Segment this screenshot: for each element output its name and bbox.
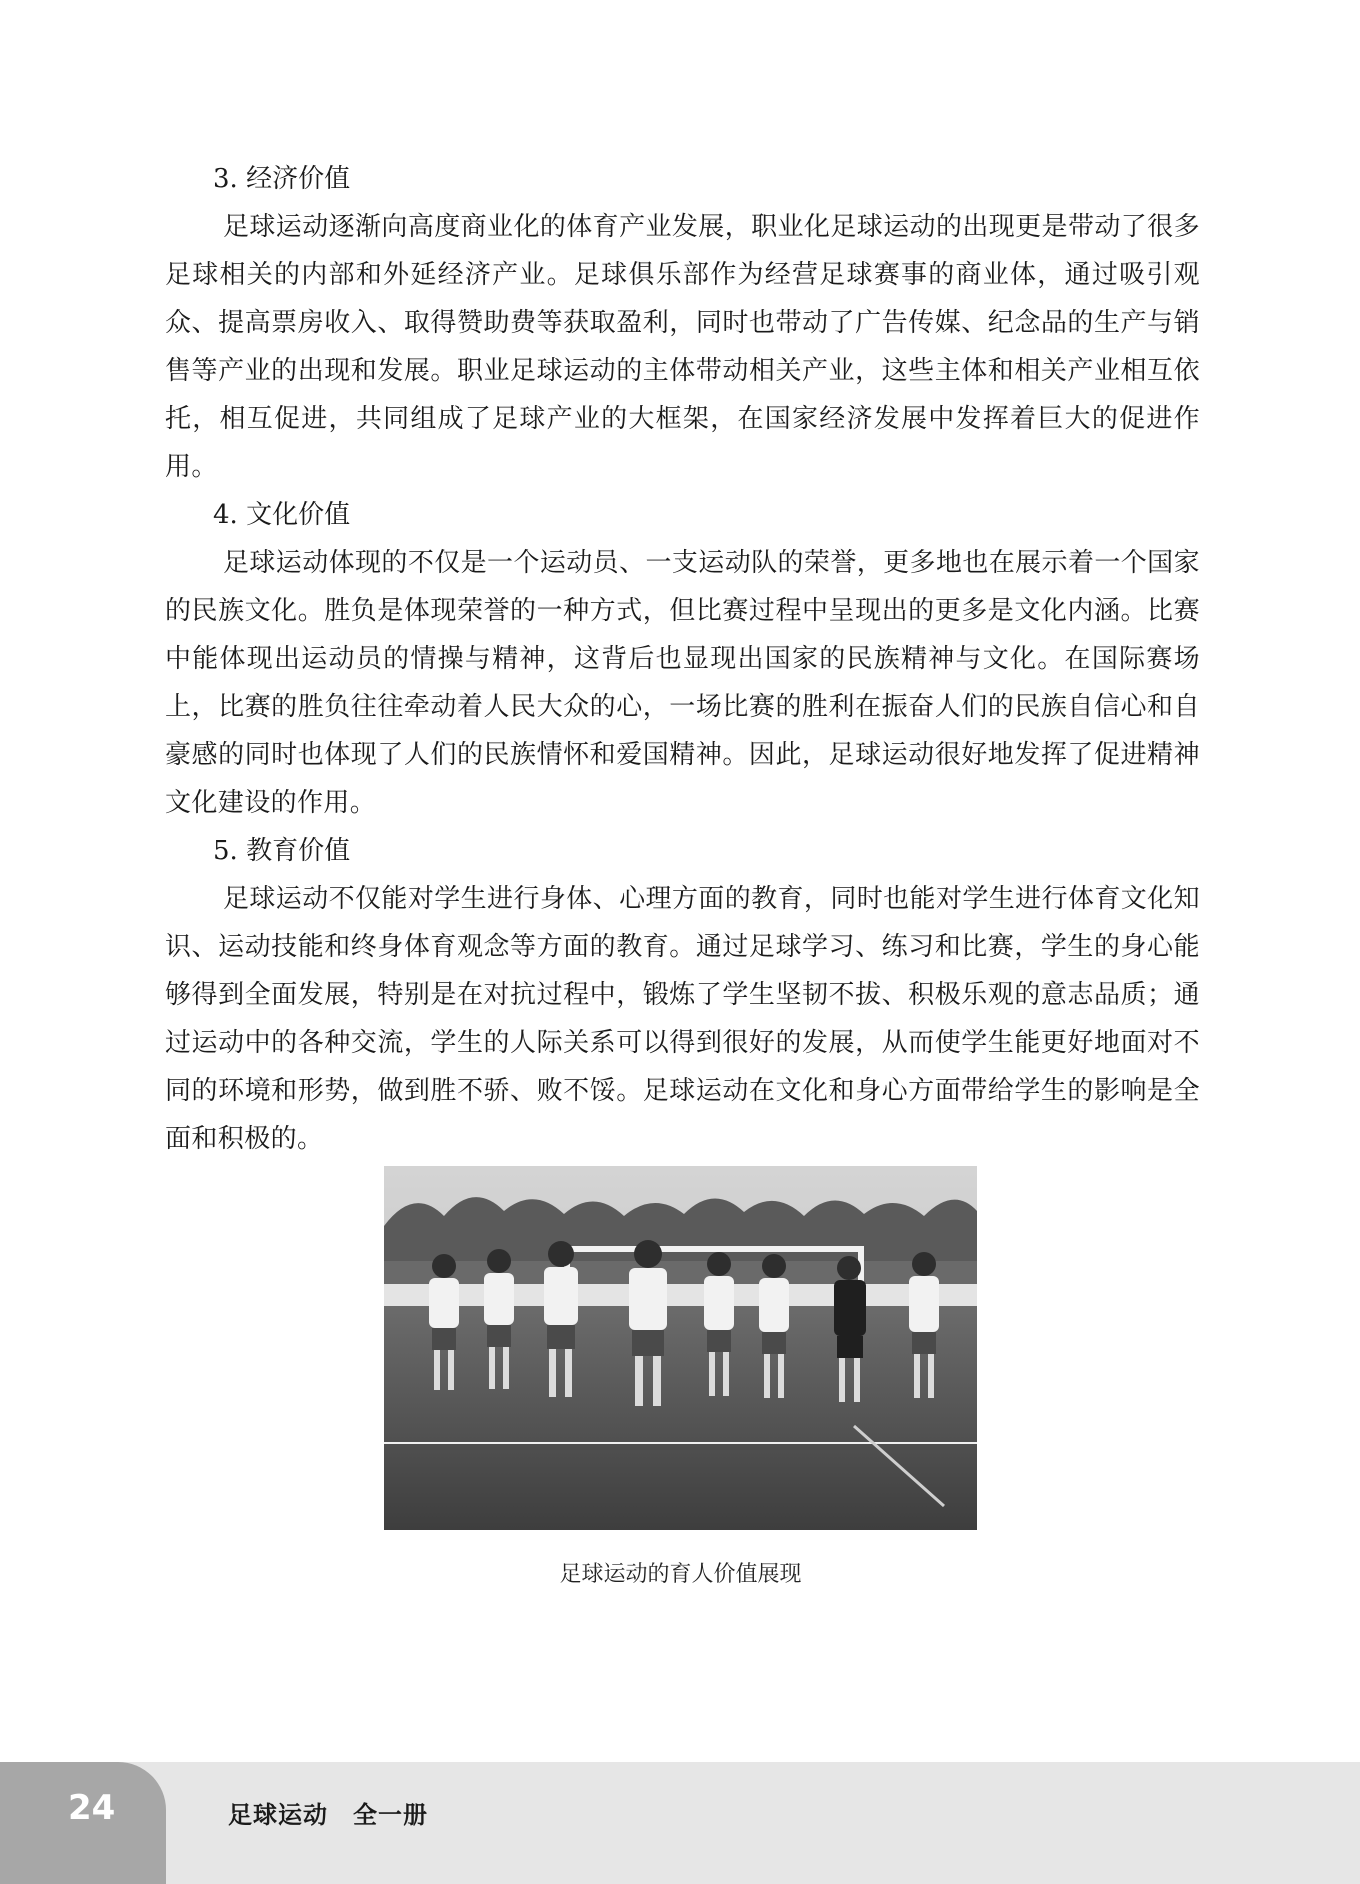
section-heading-cultural: 4. 文化价值 [213, 500, 351, 530]
section-paragraph-cultural: 足球运动体现的不仅是一个运动员、一支运动队的荣誉，更多地也在展示着一个国家的民族文化。胜负是体现荣誉的一种方式，但比赛过程中呈现出的更多是文化内涵。比赛中能体现出运动员的情操与精神，这背后也显现出国家的民族精神与文化。在国际赛场上，比赛的胜负往往牵动着人民大众的心，一场比赛的胜利在振奋人们的民族自信心和自豪感的同时也体现了人们的民族情怀和爱国精神。因此，足球运动很好地发挥了促进精神文化建设的作用。 [165, 548, 1200, 818]
children-running-photo [384, 1166, 977, 1530]
page-body [165, 155, 1200, 1163]
figure-caption: 足球运动的育人价值展现 [559, 1562, 802, 1587]
section-paragraph-education: 足球运动不仅能对学生进行身体、心理方面的教育，同时也能对学生进行体育文化知识、运动技能和终身体育观念等方面的教育。通过足球学习、练习和比赛，学生的身心能够得到全面发展，特别是在对抗过程中，锻炼了学生坚韧不拔、积极乐观的意志品质；通过运动中的各种交流，学生的人际关系可以得到很好的发展，从而使学生能更好地面对不同的环境和形势，做到胜不骄、败不馁。足球运动在文化和身心方面带给学生的影响是全面和积极的。 [165, 884, 1200, 1154]
section-paragraph-economic: 足球运动逐渐向高度商业化的体育产业发展，职业化足球运动的出现更是带动了很多足球相关的内部和外延经济产业。足球俱乐部作为经营足球赛事的商业体，通过吸引观众、提高票房收入、取得赞助费等获取盈利，同时也带动了广告传媒、纪念品的生产与销售等产业的出现和发展。职业足球运动的主体带动相关产业，这些主体和相关产业相互依托，相互促进，共同组成了足球产业的大框架，在国家经济发展中发挥着巨大的促进作用。 [165, 212, 1200, 482]
section-heading-economic: 3. 经济价值 [213, 164, 351, 194]
page-number: 24 [68, 1788, 116, 1828]
footer-band [0, 1762, 1360, 1884]
section-heading-education: 5. 教育价值 [213, 836, 351, 866]
book-title: 足球运动 全一册 [228, 1801, 428, 1829]
figure-photo [384, 1166, 977, 1530]
